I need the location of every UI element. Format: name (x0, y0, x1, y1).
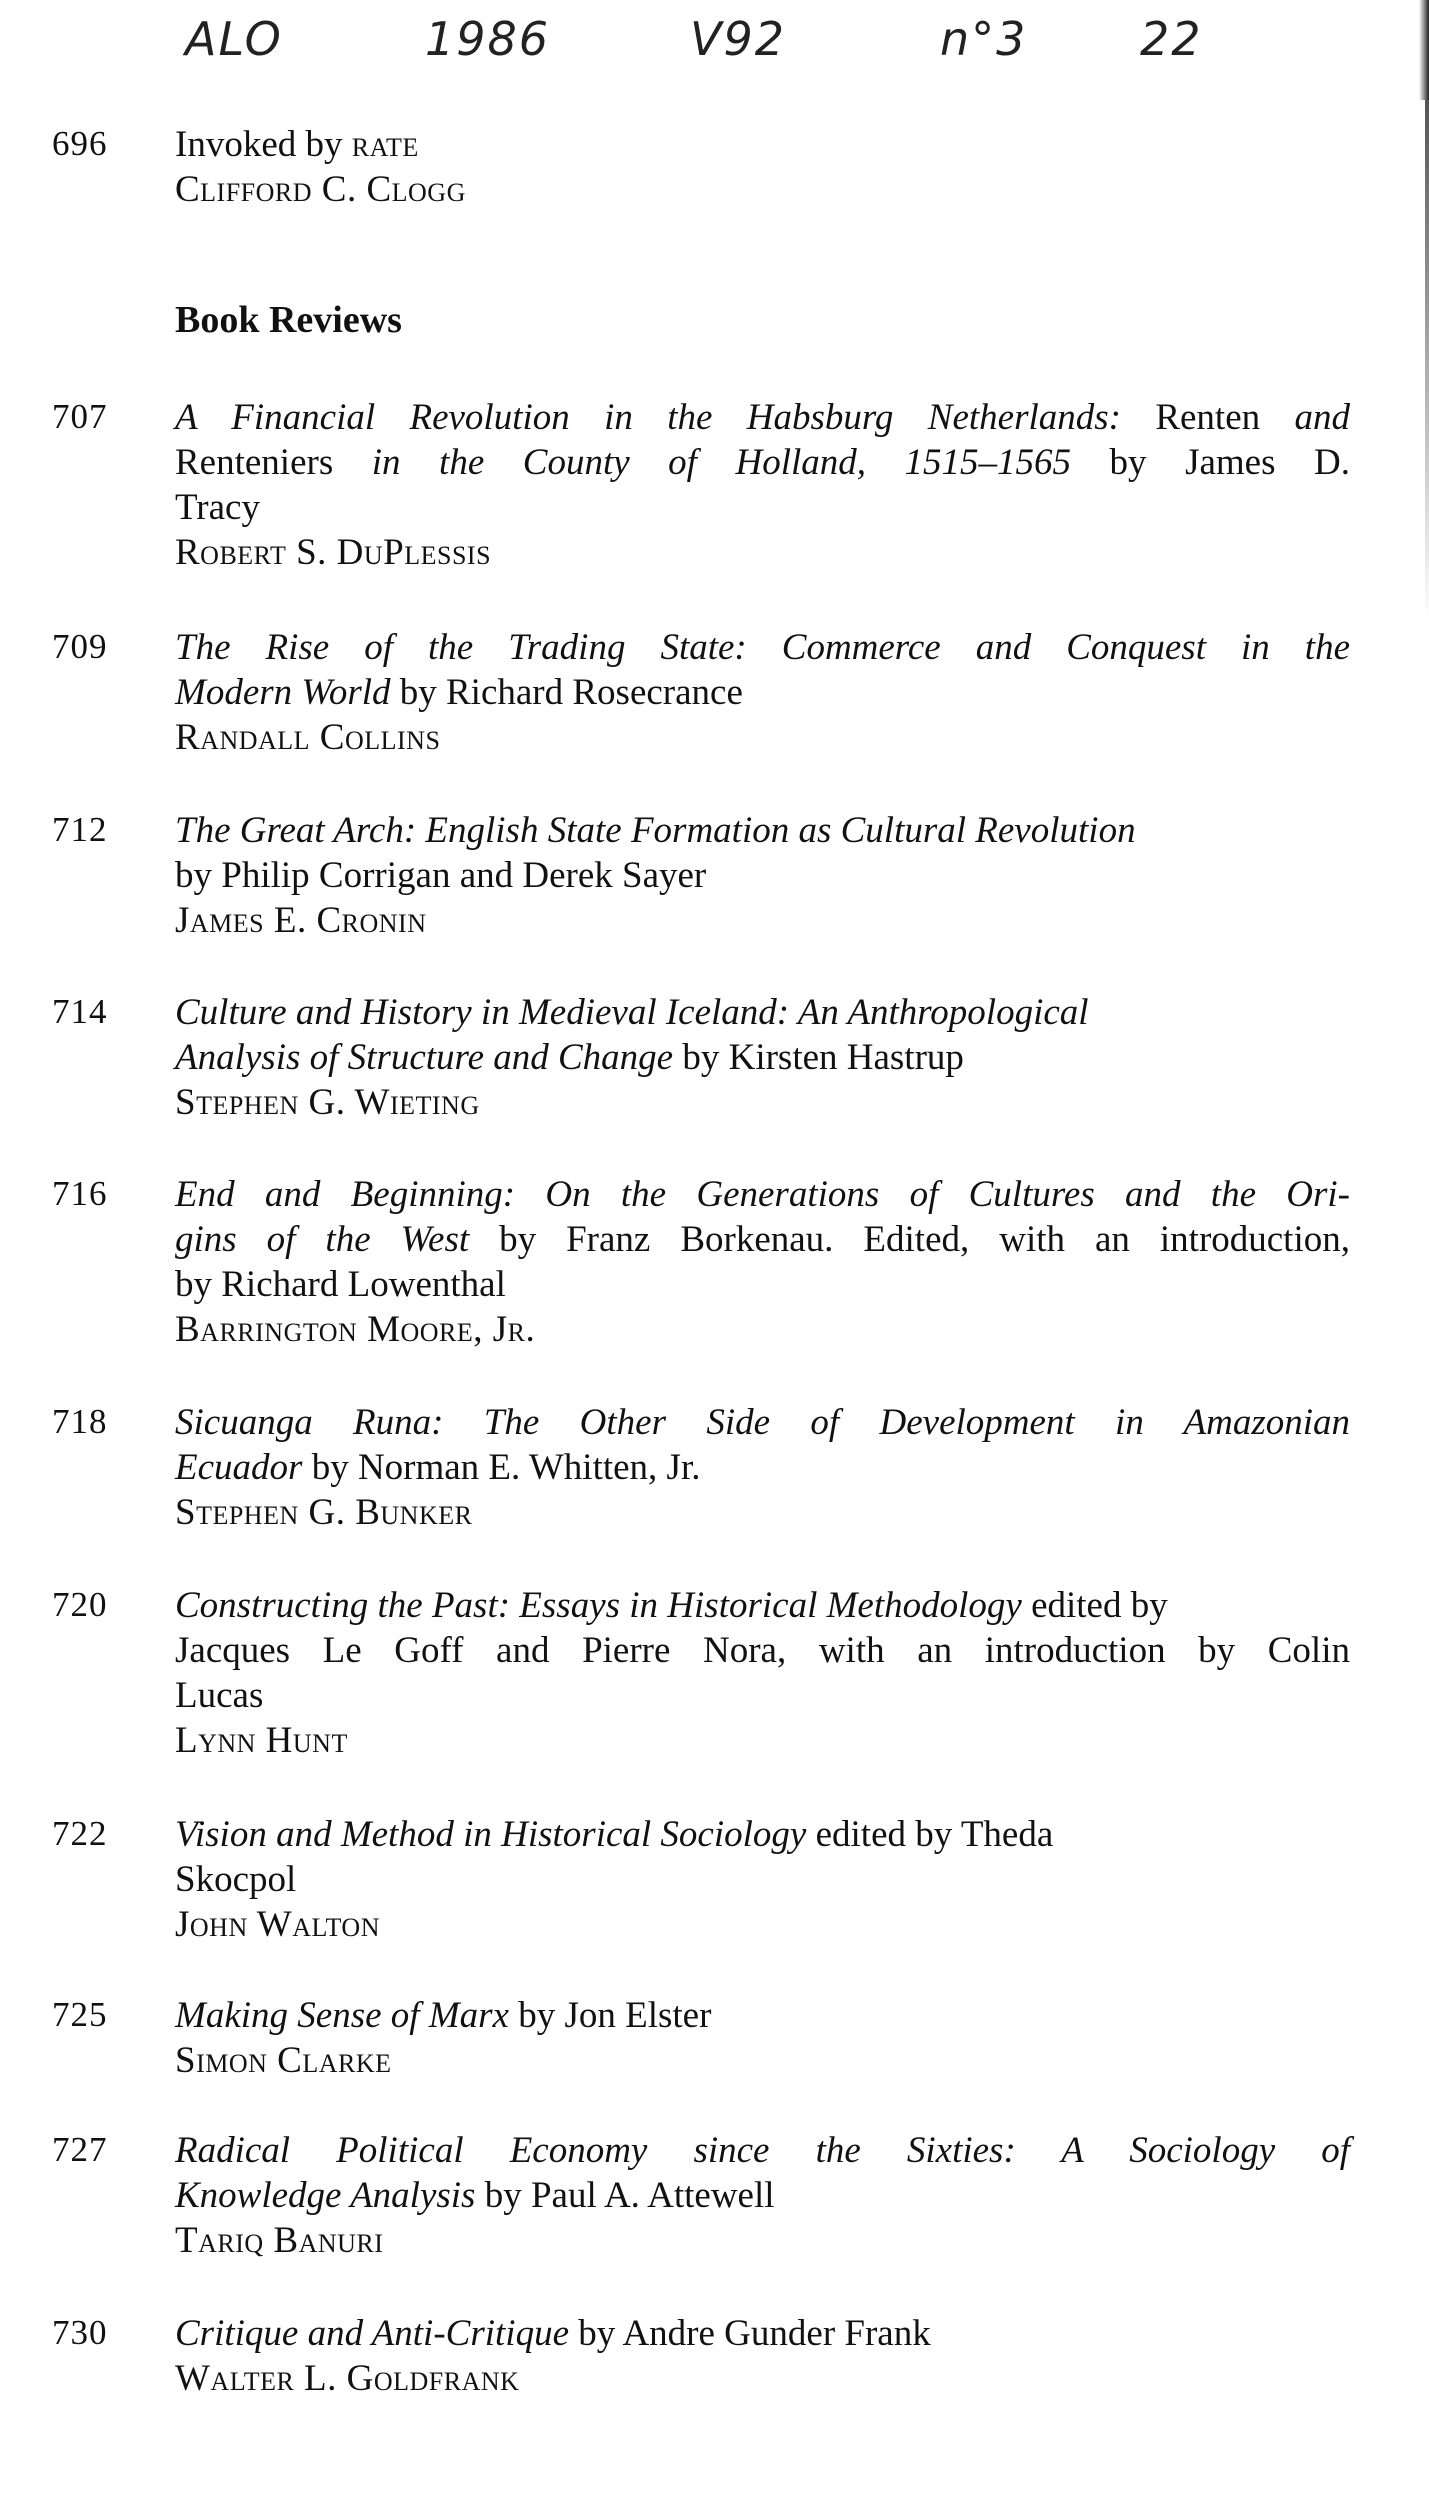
book-info-text: Tracy (175, 487, 260, 528)
page-edge-shadow (1419, 0, 1429, 100)
book-title-text: The Rise of the Trading State: Commerce and Conquest in the (175, 627, 1350, 668)
review-line (175, 1673, 1350, 1718)
section-heading: Book Reviews (175, 299, 402, 341)
reviewer-name: John Walton (175, 1904, 380, 1945)
page-edge-shadow-lower (1425, 100, 1429, 620)
review-body (175, 1400, 1350, 1535)
reviewer-name: Robert S. DuPlessis (175, 532, 492, 573)
page-number: 722 (52, 1814, 108, 1853)
book-info-text: by Jon Elster (508, 1995, 712, 2036)
handwritten-note-part: n°3 (940, 12, 1028, 66)
handwritten-note (170, 12, 1270, 72)
reviewer-name: Randall Collins (175, 717, 441, 758)
handwritten-note-part: V92 (690, 12, 787, 66)
reviewer-name: Walter L. Goldfrank (175, 2358, 520, 2399)
review-line (175, 1035, 1350, 1080)
book-title-text: Radical Political Economy since the Sixties: A Sociology of (175, 2130, 1350, 2171)
page-number: 707 (52, 397, 108, 436)
book-info-text: by Paul A. Attewell (475, 2175, 775, 2216)
book-title-text: A Financial Revolution in the Habsburg Netherlands: (175, 397, 1121, 438)
review-line (175, 2311, 1350, 2356)
review-body (175, 2128, 1350, 2263)
book-info-text: by James D. (1071, 442, 1350, 483)
book-info-text: Jacques Le Goff and Pierre Nora, with an introduction by Colin (175, 1630, 1350, 1671)
reviewer-name: Barrington Moore, Jr. (175, 1309, 536, 1350)
page-number: 720 (52, 1585, 108, 1624)
review-line (175, 625, 1350, 670)
book-info-text: edited by Theda (806, 1814, 1054, 1855)
review-line (175, 485, 1350, 530)
review-body (175, 625, 1350, 760)
book-info-text: Lucas (175, 1675, 264, 1716)
book-title-text: gins of the West (175, 1219, 470, 1260)
book-info-text: by Richard Lowenthal (175, 1264, 506, 1305)
entry-text: Invoked by (175, 124, 343, 165)
entry-keyword: rate (351, 124, 419, 165)
review-line (175, 440, 1350, 485)
review-line (175, 1445, 1350, 1490)
book-info-text: by Andre Gunder Frank (569, 2313, 931, 2354)
book-title-text: Vision and Method in Historical Sociology (175, 1814, 807, 1855)
reviewer-name: Stephen G. Wieting (175, 1082, 480, 1123)
book-info-text: Renteniers (175, 442, 334, 483)
review-body (175, 1812, 1350, 1947)
review-line (175, 1628, 1350, 1673)
review-line (175, 853, 1350, 898)
entry-body (175, 122, 1350, 212)
book-title-text: Culture and History in Medieval Iceland: An Anthropological (175, 992, 1089, 1033)
handwritten-note-part: 22 (1140, 12, 1203, 66)
book-title-text: Sicuanga Runa: The Other Side of Development in Amazonian (175, 1402, 1350, 1443)
handwritten-note-part: 1986 (425, 12, 551, 66)
book-title-text: Critique and Anti-Critique (175, 2313, 569, 2354)
book-info-text: by Norman E. Whitten, Jr. (302, 1447, 701, 1488)
review-line (175, 395, 1350, 440)
page-number: 716 (52, 1174, 108, 1213)
reviewer-name: Stephen G. Bunker (175, 1492, 473, 1533)
review-line (175, 1400, 1350, 1445)
review-body (175, 808, 1350, 943)
page-number: 718 (52, 1402, 108, 1441)
review-line (175, 2128, 1350, 2173)
book-title-text: in the County of Holland, 1515–1565 (333, 442, 1072, 483)
review-line (175, 1857, 1350, 1902)
reviewer-name: Simon Clarke (175, 2040, 392, 2081)
book-info-text: by Franz Borkenau. Edited, with an introduction, (469, 1219, 1350, 1260)
book-info-text: Renten (1120, 397, 1295, 438)
reviewer-name: James E. Cronin (175, 900, 427, 941)
page-number: 709 (52, 627, 108, 666)
book-title-text: The Great Arch: English State Formation as Cultural Revolution (175, 810, 1136, 851)
book-info-text: edited by (1021, 1585, 1168, 1626)
review-line (175, 1262, 1350, 1307)
review-line (175, 1812, 1350, 1857)
book-info-text: by Philip Corrigan and Derek Sayer (175, 855, 707, 896)
book-title-text: End and Beginning: On the Generations of Cultures and the Ori- (175, 1174, 1350, 1215)
review-line (175, 1583, 1350, 1628)
review-body (175, 2311, 1350, 2401)
page-number: 696 (52, 124, 108, 163)
review-line (175, 1993, 1350, 2038)
entry-line (175, 122, 1350, 167)
review-body (175, 1993, 1350, 2083)
review-body (175, 1172, 1350, 1352)
review-line (175, 670, 1350, 715)
page-number: 714 (52, 992, 108, 1031)
review-body (175, 990, 1350, 1125)
book-info-text: by Kirsten Hastrup (673, 1037, 964, 1078)
review-line (175, 990, 1350, 1035)
review-line (175, 2173, 1350, 2218)
book-title-text: Constructing the Past: Essays in Historical Methodology (175, 1585, 1022, 1626)
book-title-text: Knowledge Analysis (175, 2175, 476, 2216)
book-title-text: Making Sense of Marx (175, 1995, 509, 2036)
reviewer-name: Lynn Hunt (175, 1720, 348, 1761)
review-line (175, 1217, 1350, 1262)
book-info-text: Skocpol (175, 1859, 297, 1900)
page-number: 712 (52, 810, 108, 849)
book-info-text: by Richard Rosecrance (390, 672, 743, 713)
author-name: Clifford C. Clogg (175, 169, 466, 210)
page-number: 727 (52, 2130, 108, 2169)
book-title-text: Modern World (175, 672, 391, 713)
review-line (175, 808, 1350, 853)
handwritten-note-part: ALO (185, 12, 283, 66)
page-number: 730 (52, 2313, 108, 2352)
reviewer-name: Tariq Banuri (175, 2220, 384, 2261)
review-body (175, 1583, 1350, 1763)
review-body (175, 395, 1350, 575)
book-title-text: Analysis of Structure and Change (175, 1037, 674, 1078)
page-number: 725 (52, 1995, 108, 2034)
book-title-text: Ecuador (175, 1447, 303, 1488)
review-line (175, 1172, 1350, 1217)
book-title-text: and (1294, 397, 1350, 438)
